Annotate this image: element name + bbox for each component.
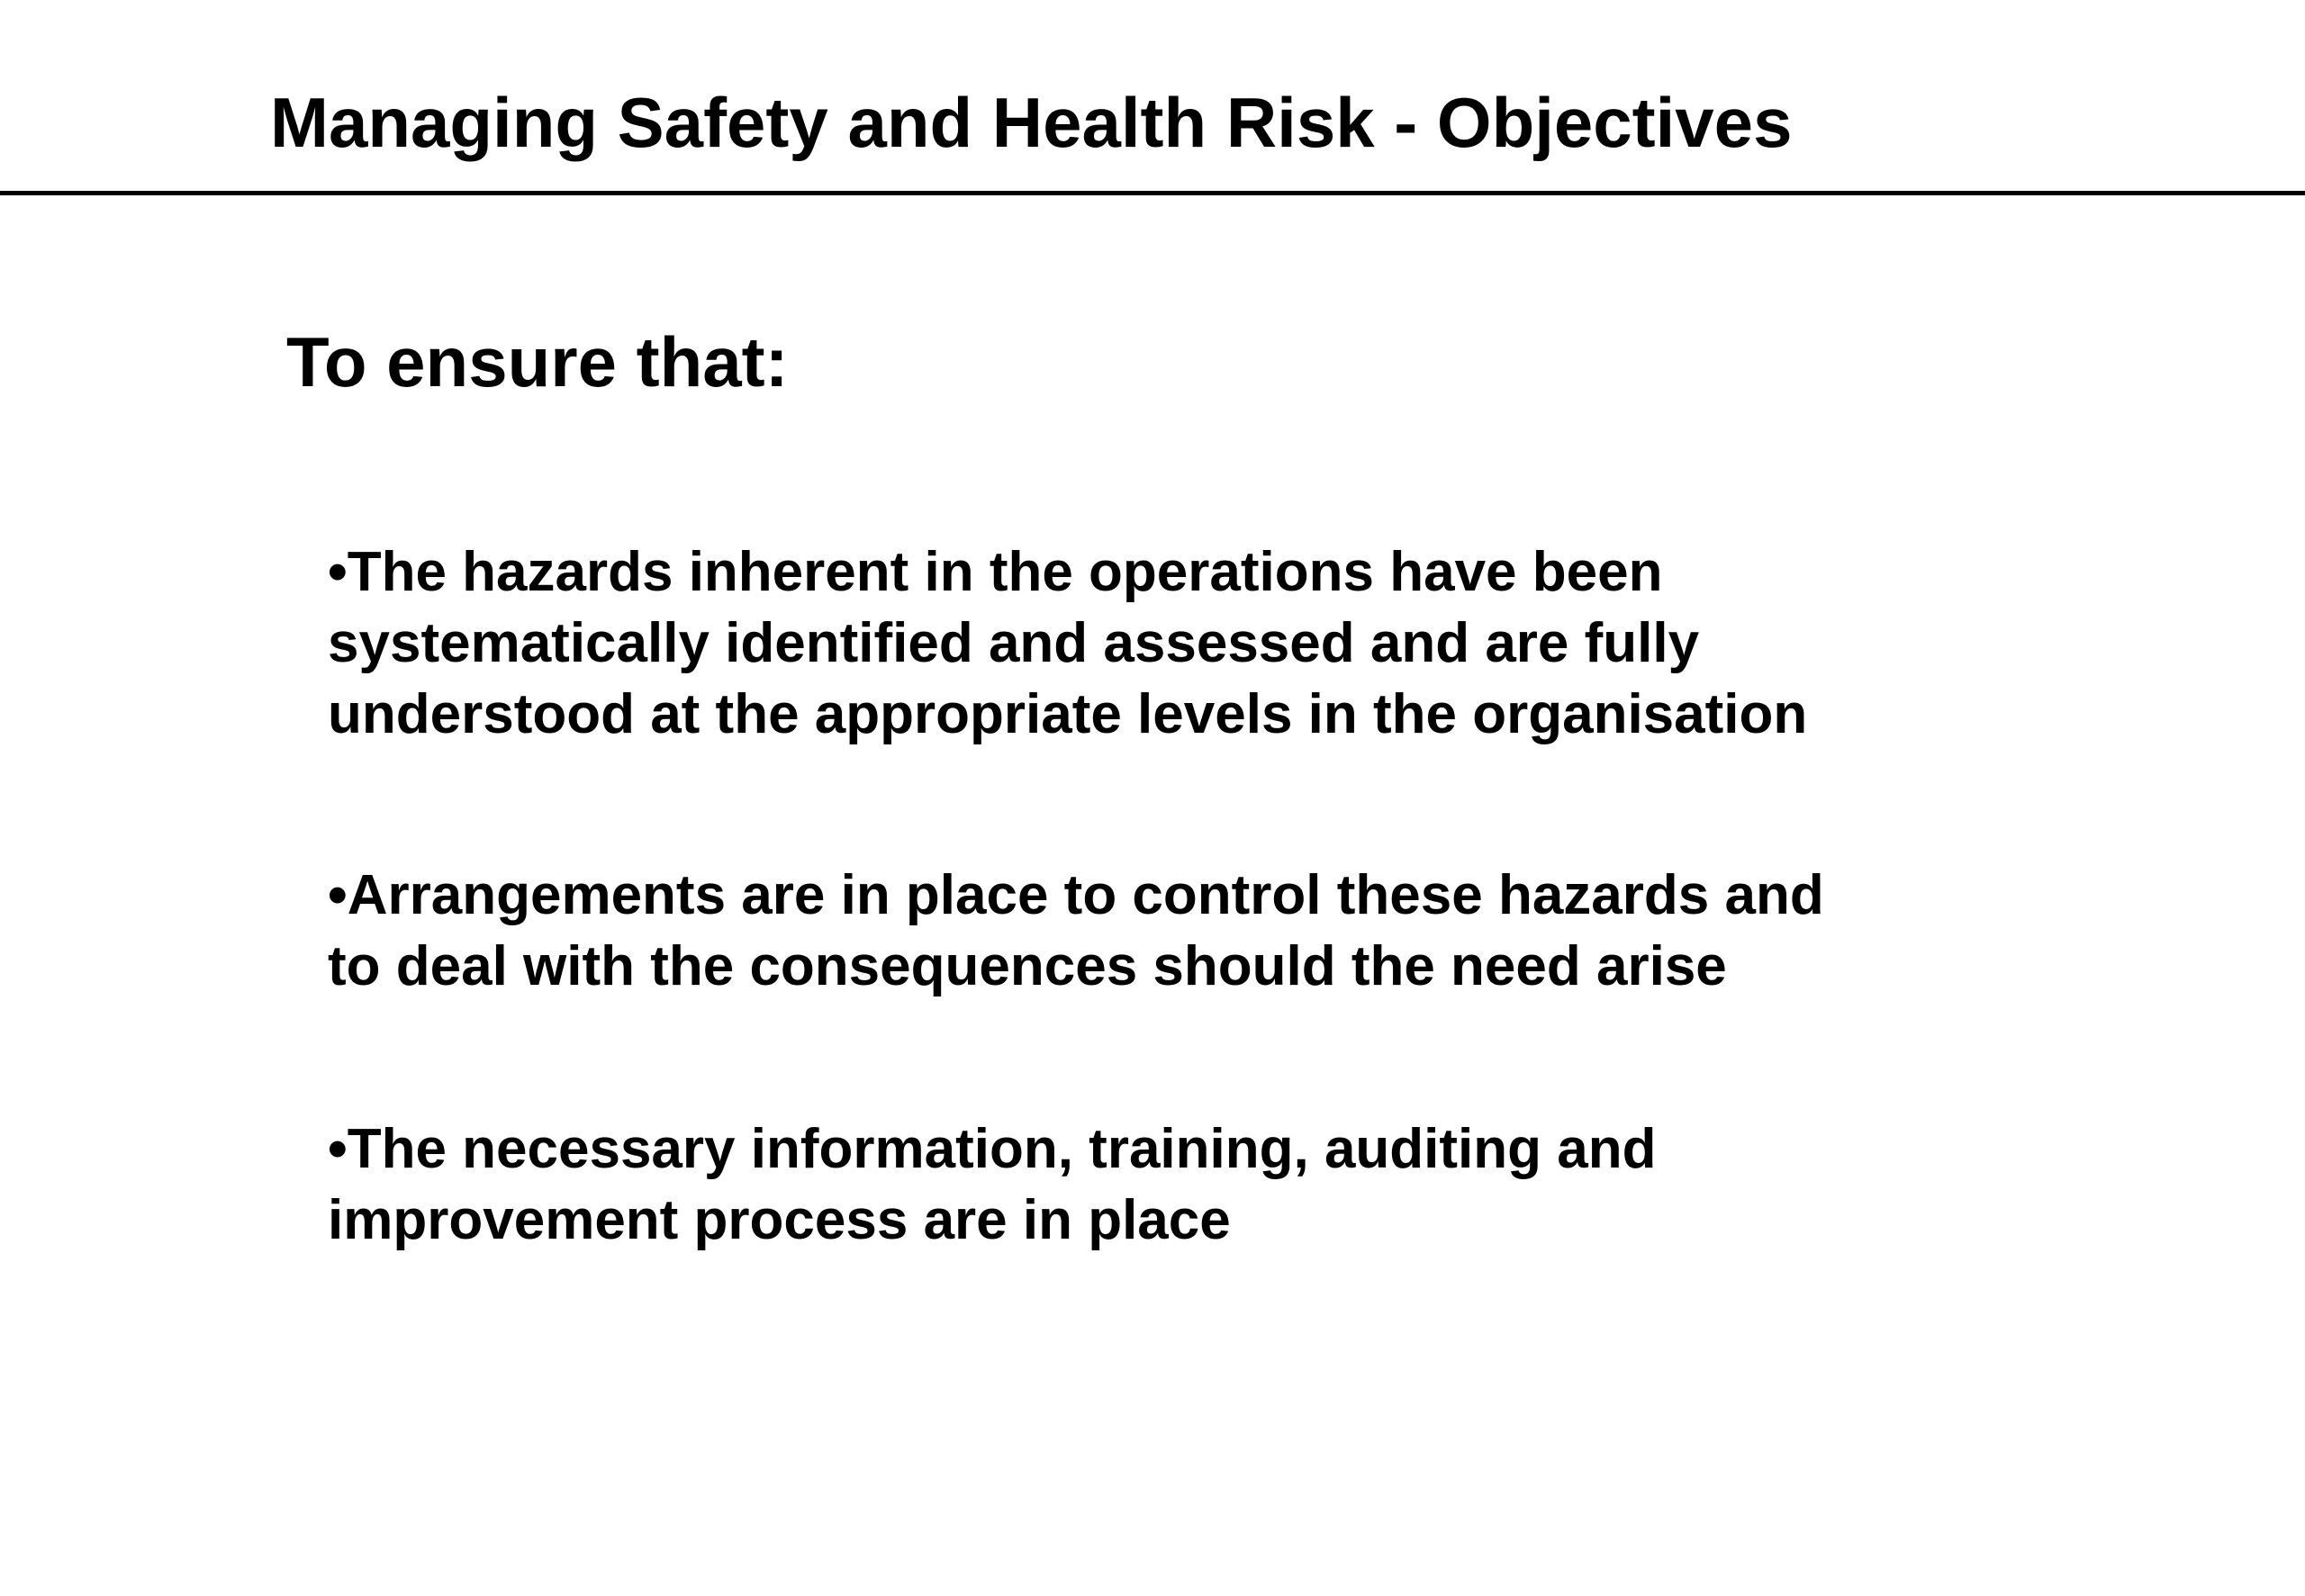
bullet-line: understood at the appropriate levels in the organisation bbox=[328, 683, 1808, 745]
intro-heading: To ensure that: bbox=[286, 322, 789, 401]
bullet-item-hazards-identified bbox=[328, 537, 1807, 750]
bullet-item-arrangements bbox=[328, 860, 1824, 1002]
slide-title: Managing Safety and Health Risk - Objectives bbox=[270, 83, 1793, 162]
bullet-line: to deal with the consequences should the need arise bbox=[328, 935, 1727, 997]
bullet-line: systematically identified and assessed and are fully bbox=[328, 612, 1700, 674]
bullet-line: •The necessary information, training, auditing and bbox=[328, 1118, 1657, 1180]
bullet-line: •Arrangements are in place to control these hazards and bbox=[328, 864, 1824, 926]
bullet-line: •The hazards inherent in the operations have been bbox=[328, 541, 1663, 603]
bullet-item-information-training bbox=[328, 1114, 1656, 1256]
bullet-line: improvement process are in place bbox=[328, 1189, 1231, 1251]
title-divider bbox=[0, 191, 2305, 195]
